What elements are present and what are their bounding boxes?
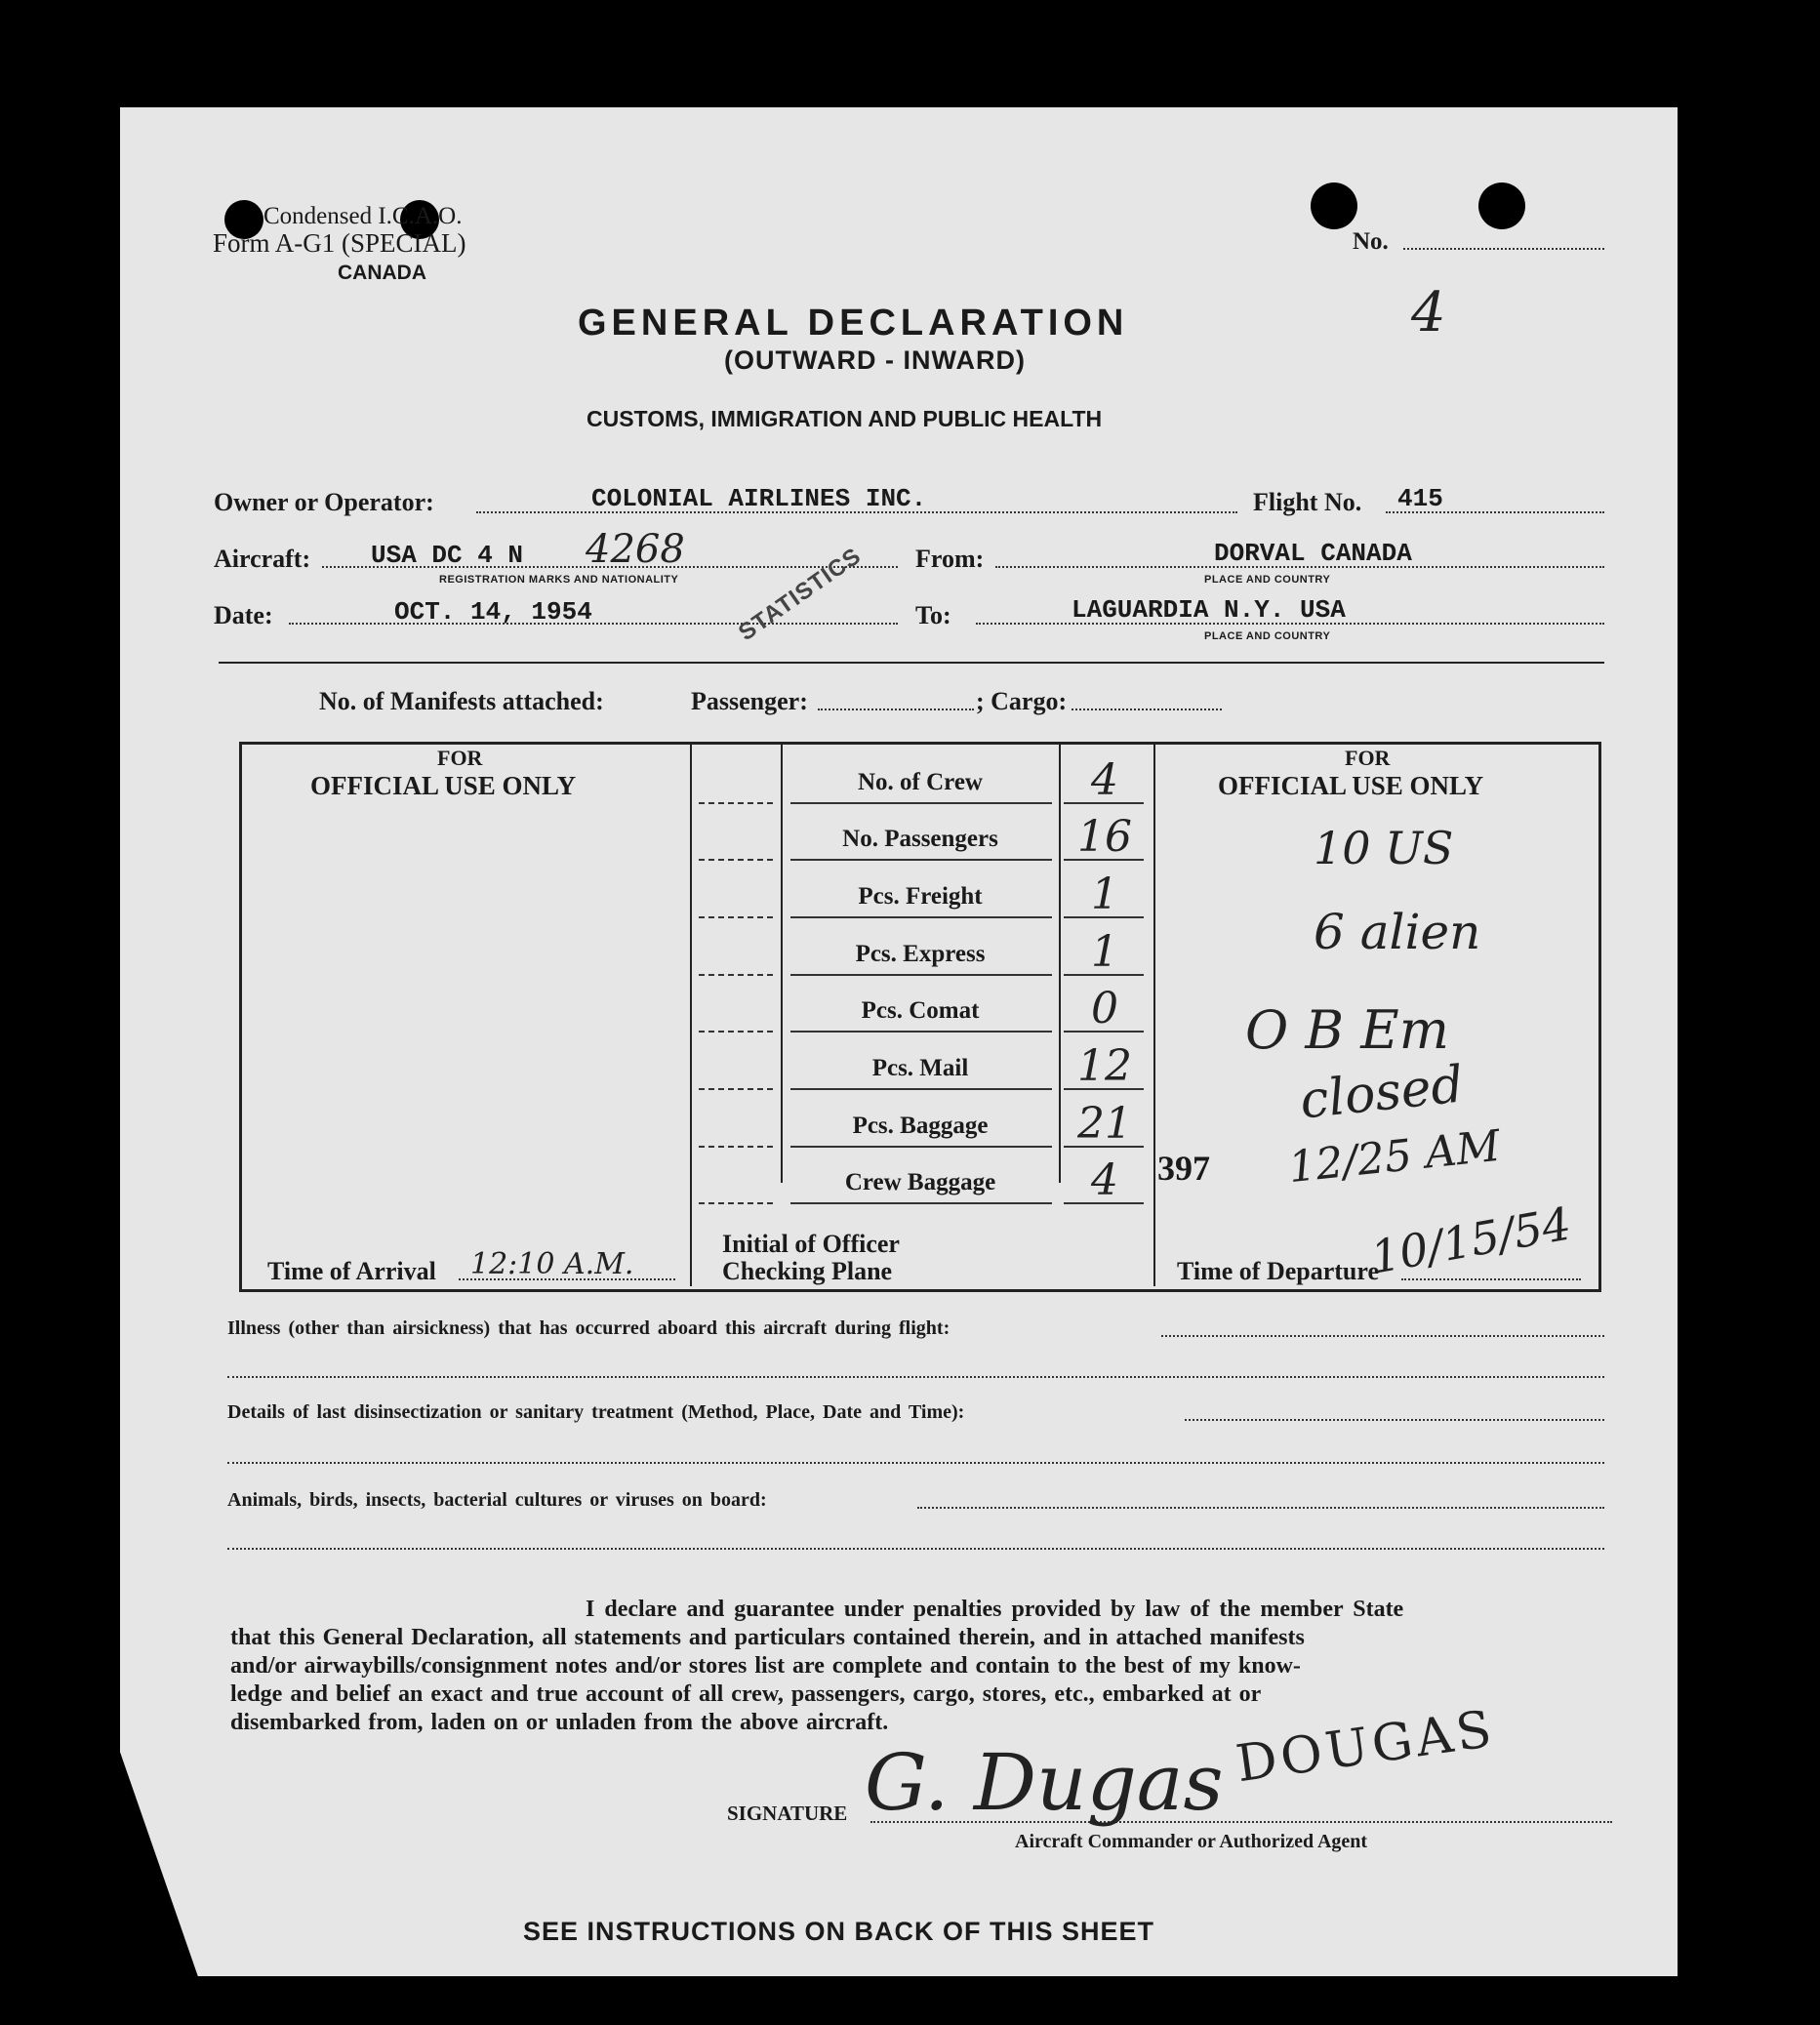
left-official-header-2: OFFICIAL USE ONLY [310, 771, 577, 800]
table-row-label: No. of Crew [858, 769, 983, 795]
right-official-header-2: OFFICIAL USE ONLY [1218, 771, 1484, 800]
page-title: GENERAL DECLARATION [578, 303, 1129, 344]
table-dash-line [699, 1088, 773, 1090]
table-dash-line [699, 859, 773, 861]
page-subtitle: (OUTWARD - INWARD) [724, 345, 1026, 375]
animals-line-1 [917, 1507, 1604, 1509]
illness-line-2 [227, 1376, 1604, 1378]
illness-label: Illness (other than airsickness) that has occurred aboard this aircraft during flight: [227, 1317, 950, 1339]
table-divider [690, 744, 692, 1286]
stamp-number: 397 [1157, 1149, 1210, 1188]
table-row-label: Pcs. Mail [871, 1055, 969, 1081]
note-us: 10 US [1314, 822, 1454, 874]
date-label: Date: [214, 601, 273, 629]
table-row-line [790, 1146, 1052, 1148]
departure-label: Time of Departure [1177, 1257, 1379, 1285]
officer-label-2: Checking Plane [722, 1257, 893, 1285]
form-code-line2: Form A-G1 (SPECIAL) [213, 228, 466, 258]
no-label: No. [1353, 228, 1389, 255]
cargo-line [1072, 709, 1222, 710]
from-caption: PLACE AND COUNTRY [1204, 574, 1331, 586]
note-em: O B Em [1245, 999, 1449, 1061]
manifests-label: No. of Manifests attached: [319, 687, 604, 715]
illness-line-1 [1161, 1335, 1604, 1337]
arrival-label: Time of Arrival [267, 1257, 436, 1285]
footer-instructions: SEE INSTRUCTIONS ON BACK OF THIS SHEET [523, 1917, 1155, 1946]
note-closed: closed [1297, 1055, 1467, 1131]
table-row-label: No. Passengers [842, 826, 998, 852]
table-dash-line [699, 802, 773, 804]
owner-label: Owner or Operator: [214, 488, 434, 516]
declaration-line5: disembarked from, laden on or unladen from the above aircraft. [230, 1710, 889, 1735]
table-row-label: Pcs. Freight [858, 883, 983, 910]
table-row-line [790, 974, 1052, 976]
signature-label: SIGNATURE [727, 1802, 848, 1825]
table-row-value: 1 [1091, 927, 1118, 977]
declaration-line2: that this General Declaration, all statements and particulars contained therein, and in attached manifests [230, 1625, 1305, 1650]
manifests-cargo-label: ; Cargo: [976, 687, 1068, 715]
disinsect-label: Details of last disinsectization or sanitary treatment (Method, Place, Date and Time): [227, 1401, 965, 1423]
form-code-line1: Condensed I.C.A.O. [263, 203, 463, 229]
table-divider [781, 744, 783, 1183]
punch-hole [1311, 182, 1357, 229]
handwritten-number: 4 [1411, 281, 1446, 344]
departure-value: 10/15/54 [1366, 1196, 1575, 1284]
table-row-line [790, 859, 1052, 861]
table-dash-line [699, 916, 773, 918]
signature-handwritten: G. Dugas [865, 1737, 1224, 1828]
table-row-label: Pcs. Baggage [852, 1113, 989, 1139]
table-row-line [790, 1202, 1052, 1204]
to-value: LAGUARDIA N.Y. USA [1072, 595, 1346, 625]
passenger-line [818, 709, 974, 710]
declaration-line1: I declare and guarantee under penalties provided by law of the member State [586, 1597, 1404, 1622]
table-row-line [790, 802, 1052, 804]
disinsect-line-2 [227, 1462, 1604, 1464]
table-dash-line [699, 1146, 773, 1148]
disinsect-line-1 [1185, 1419, 1604, 1421]
form-country: CANADA [338, 262, 426, 284]
flight-value: 415 [1397, 484, 1443, 513]
page-caption: CUSTOMS, IMMIGRATION AND PUBLIC HEALTH [586, 406, 1103, 431]
aircraft-caption: REGISTRATION MARKS AND NATIONALITY [439, 574, 679, 586]
animals-label: Animals, birds, insects, bacterial cultures or viruses on board: [227, 1489, 767, 1511]
no-line [1403, 248, 1604, 250]
table-row-label: Pcs. Comat [861, 997, 980, 1024]
departure-line [1401, 1278, 1581, 1280]
table-row-value: 0 [1091, 984, 1118, 1033]
declaration-line4: ledge and belief an exact and true account of all crew, passengers, cargo, stores, etc., embarked at or [230, 1681, 1262, 1707]
table-dash-line [699, 1031, 773, 1033]
table-row-value: 4 [1091, 755, 1118, 805]
aircraft-label: Aircraft: [214, 545, 311, 573]
animals-line-2 [227, 1548, 1604, 1550]
table-row-value: 12 [1077, 1041, 1132, 1091]
note-alien: 6 alien [1314, 904, 1481, 960]
from-label: From: [915, 545, 985, 573]
flight-label: Flight No. [1253, 488, 1362, 516]
aircraft-handwritten: 4268 [586, 527, 685, 572]
date-value: OCT. 14, 1954 [394, 597, 592, 627]
table-row-line [790, 1088, 1052, 1090]
table-row-line [790, 916, 1052, 918]
table-dash-line [699, 1202, 773, 1204]
table-row-value: 1 [1091, 870, 1118, 919]
left-official-header-1: FOR [437, 746, 483, 770]
punch-hole [1478, 182, 1525, 229]
table-row-label: Crew Baggage [844, 1169, 996, 1195]
table-row-label: Pcs. Express [855, 941, 986, 967]
date-line [289, 623, 898, 625]
right-official-header-1: FOR [1345, 746, 1391, 770]
aircraft-value: USA DC 4 N [371, 541, 524, 570]
table-row-value: 16 [1077, 812, 1132, 862]
officer-label-1: Initial of Officer [722, 1230, 900, 1258]
header-divider [219, 662, 1604, 664]
table-row-value: 4 [1091, 1155, 1118, 1205]
table-divider [1059, 744, 1061, 1183]
to-caption: PLACE AND COUNTRY [1204, 630, 1331, 642]
arrival-value: 12:10 A.M. [470, 1247, 634, 1281]
to-label: To: [915, 601, 951, 629]
manifests-passenger-label: Passenger: [691, 687, 808, 715]
note-time: 12/25 AM [1285, 1120, 1503, 1194]
owner-value: COLONIAL AIRLINES INC. [591, 484, 927, 513]
declaration-line3: and/or airwaybills/consignment notes and/or stores list are complete and contain to the best of my know- [230, 1653, 1301, 1679]
table-row-value: 21 [1077, 1099, 1132, 1149]
table-dash-line [699, 974, 773, 976]
signature-name-block: DOUGAS [1233, 1699, 1499, 1795]
from-value: DORVAL CANADA [1214, 539, 1412, 568]
table-row-line [790, 1031, 1052, 1033]
table-divider [1153, 744, 1155, 1286]
signature-caption: Aircraft Commander or Authorized Agent [1015, 1831, 1368, 1852]
statistics-stamp: STATISTICS [734, 542, 867, 647]
